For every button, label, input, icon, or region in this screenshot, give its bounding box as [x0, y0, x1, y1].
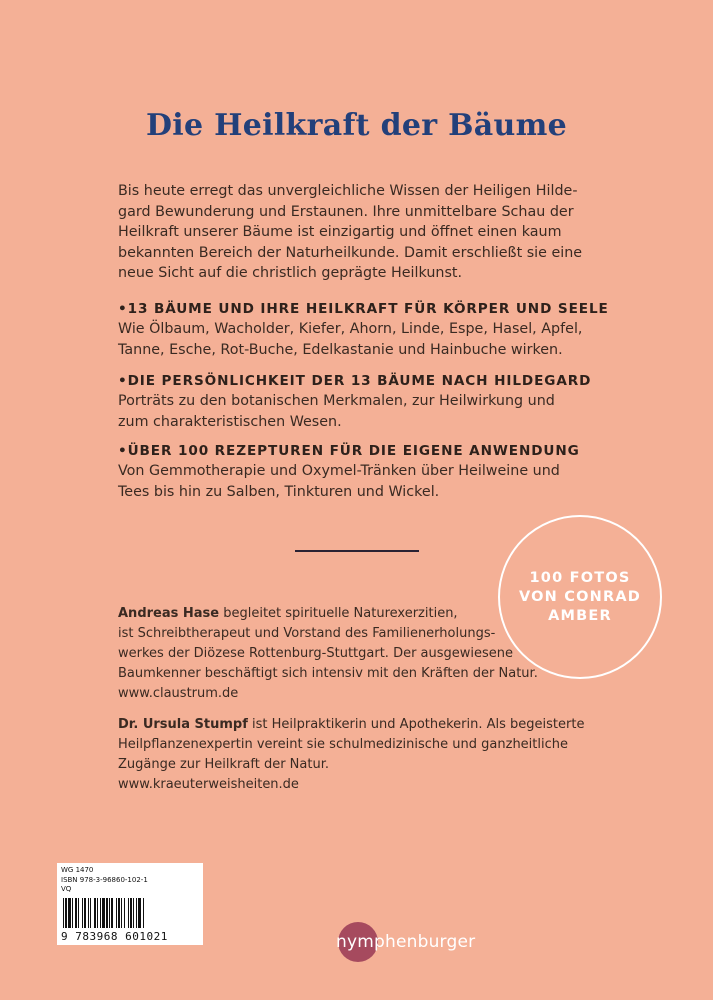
- feature-text: [118, 461, 598, 502]
- feature-line: zum charakteristischen Wesen.: [118, 413, 342, 430]
- feature-line: Porträts zu den botanischen Merkmalen, zur Heilwirkung und: [118, 393, 555, 409]
- isbn-line: ISBN 978-3-96860-102-1: [61, 875, 148, 884]
- intro-line: Heilkraft unserer Bäume ist einzigartig und öffnet einen kaum: [118, 224, 562, 240]
- feature-line: Wie Ölbaum, Wacholder, Kiefer, Ahorn, Linde, Espe, Hasel, Apfel,: [118, 321, 583, 337]
- bio-line: werkes der Diözese Rottenburg-Stuttgart. Der ausgewiesene: [118, 646, 514, 661]
- badge-line: VON CONRAD: [518, 588, 641, 605]
- publisher-logo: [336, 922, 475, 962]
- barcode-label: [57, 863, 203, 945]
- isbn-line: WG 1470: [61, 866, 94, 874]
- feature-line: Von Gemmotherapie und Oxymel-Tränken über Heilweine und: [118, 463, 560, 479]
- feature-bullet-trees: [118, 299, 609, 360]
- feature-heading: •ÜBER 100 REZEPTUREN FÜR DIE EIGENE ANWENDUNG: [118, 443, 580, 459]
- feature-text: [118, 319, 598, 360]
- badge-line: 100 FOTOS: [529, 569, 631, 586]
- author-website[interactable]: www.kraeuterweisheiten.de: [118, 777, 299, 792]
- intro-line: Bis heute erregt das unvergleichliche Wissen der Heiligen Hilde-: [118, 183, 578, 199]
- publisher-name: nymphenburger: [336, 932, 476, 952]
- book-title: Die Heilkraft der Bäume: [145, 108, 568, 143]
- barcode-image: [61, 898, 199, 930]
- bio-line: Heilpflanzenexpertin vereint sie schulmedizinische und ganzheitliche: [118, 737, 568, 752]
- intro-line: gard Bewunderung und Erstaunen. Ihre unmittelbare Schau der: [118, 203, 574, 220]
- bio-line: ist Schreibtherapeut und Vorstand des Familienerholungs-: [118, 626, 496, 641]
- author-website[interactable]: www.claustrum.de: [118, 686, 239, 701]
- author-bio-stumpf: [118, 715, 588, 795]
- isbn-info: [61, 866, 148, 895]
- feature-line: Tanne, Esche, Rot-Buche, Edelkastanie und Hainbuche wirken.: [118, 341, 563, 358]
- author-name: Andreas Hase: [118, 606, 220, 621]
- barcode-digits: 9 783968 601021: [61, 930, 168, 943]
- feature-bullet-recipes: [118, 441, 598, 502]
- feature-heading: •13 BÄUME UND IHRE HEILKRAFT FÜR KÖRPER UND SEELE: [118, 301, 609, 317]
- isbn-line: VQ: [61, 885, 72, 893]
- bio-line: begleitet spirituelle Naturexerzitien,: [219, 606, 458, 621]
- intro-paragraph: [118, 181, 618, 284]
- intro-line: bekannten Bereich der Naturheilkunde. Damit erschließt sie eine: [118, 244, 583, 261]
- bio-line: Zugänge zur Heilkraft der Natur.: [118, 757, 329, 772]
- feature-text: [118, 391, 598, 432]
- author-bio-hase: [118, 604, 588, 704]
- feature-line: Tees bis hin zu Salben, Tinkturen und Wickel.: [118, 483, 440, 500]
- feature-heading: •DIE PERSÖNLICHKEIT DER 13 BÄUME NACH HILDEGARD: [118, 373, 592, 389]
- intro-line: neue Sicht auf die christlich geprägte Heilkunst.: [118, 265, 463, 281]
- badge-line: AMBER: [548, 607, 612, 624]
- divider: [295, 550, 419, 552]
- bio-line: Baumkenner beschäftigt sich intensiv mit den Kräften der Natur.: [118, 666, 538, 681]
- feature-bullet-personality: [118, 371, 598, 432]
- author-name: Dr. Ursula Stumpf: [118, 717, 248, 732]
- bio-line: ist Heilpraktikerin und Apothekerin. Als begeisterte: [247, 717, 585, 732]
